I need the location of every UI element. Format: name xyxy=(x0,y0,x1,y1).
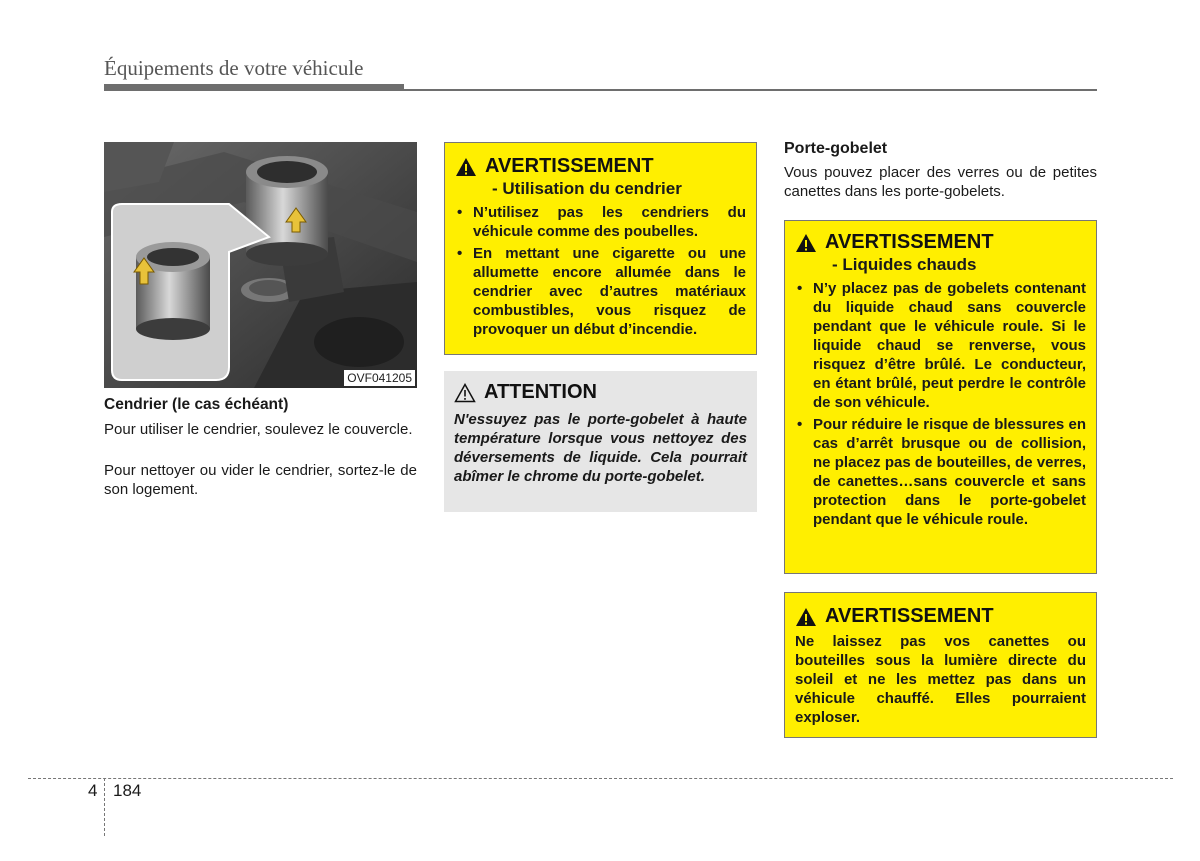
warning-item: • En mettant une cigarette ou une allumette encore allumée dans le cendrier avec d’autres matériaux combustibles, vous risquez de provoquer un début d’incendie. xyxy=(455,244,746,339)
warning-box-ashtray xyxy=(444,142,757,355)
warning-box-hot-liquids xyxy=(784,220,1097,574)
footer-divider xyxy=(104,778,105,836)
page-number: 184 xyxy=(113,781,142,800)
ashtray-photo xyxy=(104,142,417,388)
warning-box-sunlight xyxy=(784,592,1097,738)
warning-list xyxy=(455,203,746,339)
footer-rule xyxy=(28,778,1173,779)
section-number: 4 xyxy=(88,781,98,800)
warning-title-row xyxy=(795,231,1086,254)
caution-triangle-icon xyxy=(454,383,476,403)
warning-item: • Pour réduire le risque de blessures en cas d’arrêt brusque ou de collision, ne placez pas de bouteilles, de verres, de canettes…sans couvercle et sans protection dans le porte-gobelet pendant que le véhicule roule. xyxy=(795,415,1086,529)
warning-title-row xyxy=(795,605,1086,628)
warning-subtitle: - Liquides chauds xyxy=(832,255,977,274)
warning-triangle-icon xyxy=(795,233,817,253)
warning-title: AVERTISSEMENT xyxy=(825,605,994,627)
warning-triangle-icon xyxy=(795,607,817,627)
warning-title: AVERTISSEMENT xyxy=(485,155,654,177)
warning-item: • N’y placez pas de gobelets contenant du liquide chaud sans couvercle pendant que le véhicule roule. Si le liquide chaud se renverse, vous risquez d’être brûlé. Le conducteur, en étant brûlé, peut perdre le contrôle de son véhicule. xyxy=(795,279,1086,412)
page-header-title: Équipements de votre véhicule xyxy=(104,56,364,80)
ashtray-heading: Cendrier (le cas échéant) xyxy=(104,396,289,413)
photo-reference-code: OVF041205 xyxy=(344,370,415,386)
ashtray-paragraph-2: Pour nettoyer ou vider le cendrier, sortez-le de son logement. xyxy=(104,462,417,498)
warning-title: AVERTISSEMENT xyxy=(825,231,994,253)
warning-body: Ne laissez pas vos canettes ou bouteilles sous la lumière directe du soleil et ne les mettez pas dans un véhicule chauffé. Elles pourraient exploser. xyxy=(795,633,1086,726)
attention-title-row xyxy=(454,381,747,404)
ashtray-illustration xyxy=(104,142,417,388)
warning-title-row xyxy=(455,155,746,178)
cupholder-paragraph: Vous pouvez placer des verres ou de petites canettes dans les porte-gobelets. xyxy=(784,164,1097,200)
cupholder-heading: Porte-gobelet xyxy=(784,140,888,157)
attention-box xyxy=(444,371,757,512)
warning-subtitle: - Utilisation du cendrier xyxy=(492,179,682,198)
attention-title: ATTENTION xyxy=(484,381,597,403)
attention-body: N'essuyez pas le porte-gobelet à haute température lorsque vous nettoyez des déversements de liquide. Cela pourrait abîmer le chrome du porte-gobelet. xyxy=(454,411,747,485)
warning-list xyxy=(795,279,1086,529)
header-rule xyxy=(104,89,1097,91)
warning-triangle-icon xyxy=(455,157,477,177)
ashtray-paragraph-1: Pour utiliser le cendrier, soulevez le couvercle. xyxy=(104,421,413,438)
warning-item: • N’utilisez pas les cendriers du véhicule comme des poubelles. xyxy=(455,203,746,241)
